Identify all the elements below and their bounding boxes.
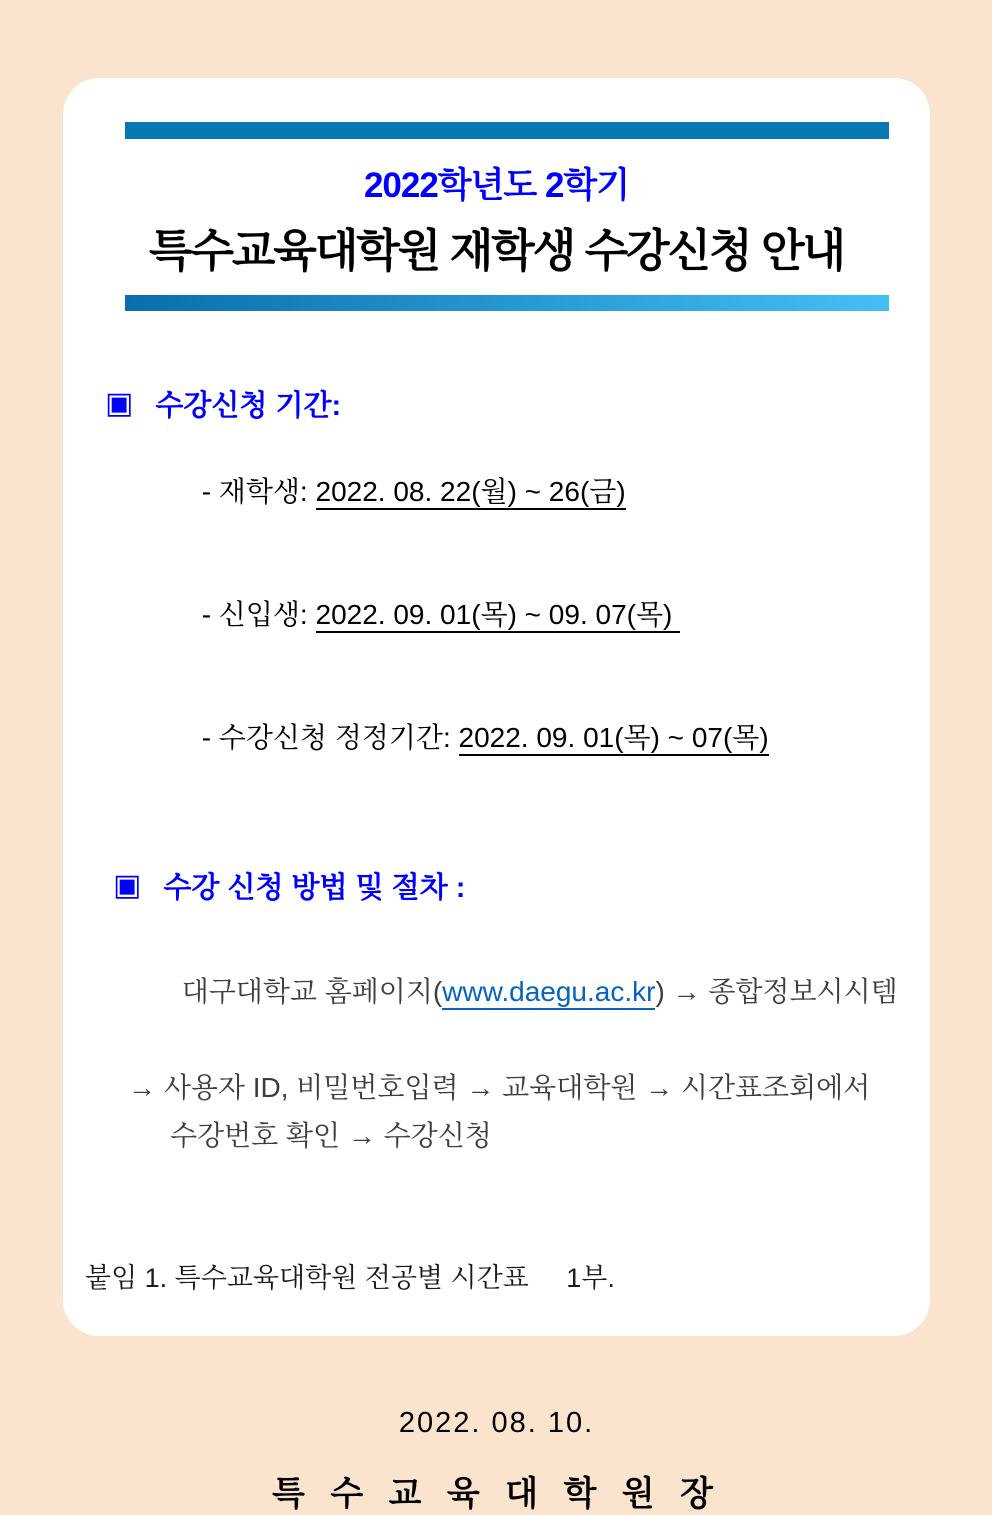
header-bottom-gradient-bar <box>125 295 889 311</box>
issue-date: 2022. 08. 10. <box>398 1407 595 1439</box>
header-top-bar <box>125 122 889 139</box>
period-item-date-range: 2022. 08. 22(월) ~ 26(금) <box>316 476 626 510</box>
square-bullet-icon: ▣ <box>105 386 134 420</box>
method-line1-before: 대구대학교 홈페이지( <box>181 976 443 1007</box>
period-item-current-students <box>155 438 930 546</box>
period-item-label: - 신입생: <box>201 599 316 630</box>
section-method-heading-label: 수강 신청 방법 및 절차 : <box>163 872 466 904</box>
method-step-line-1 <box>128 920 930 1064</box>
signer-title: 특 수 교 육 대 학 원 장 <box>272 1475 721 1513</box>
method-line1-after: ) → 종합정보시시템 <box>655 976 898 1007</box>
attachment-note: 붙임 1. 특수교육대학원 전공별 시간표 1부. <box>85 1263 615 1293</box>
period-item-label: - 재학생: <box>201 476 316 507</box>
period-item-date-range: 2022. 09. 01(목) ~ 07(목) <box>459 722 769 756</box>
section-period-heading <box>63 383 930 424</box>
notice-subtitle: 2022학년도 2학기 <box>363 166 630 205</box>
period-item-new-students <box>155 561 930 669</box>
method-steps <box>63 920 930 1160</box>
section-period-heading-label: 수강신청 기간: <box>155 390 342 422</box>
notice-title: 특수교육대학원 재학생 수강신청 안내 <box>148 225 845 276</box>
section-spacer <box>63 807 930 865</box>
period-item-list <box>63 438 930 792</box>
section-method-heading <box>63 865 930 906</box>
period-item-date-range: 2022. 09. 01(목) ~ 09. 07(목) <box>316 599 681 633</box>
notice-card <box>63 78 930 1513</box>
period-item-label: - 수강신청 정정기간: <box>201 722 459 753</box>
method-step-line-2: → 사용자 ID, 비밀번호입력 → 교육대학원 → 시간표조회에서 <box>128 1072 871 1103</box>
square-bullet-icon: ▣ <box>113 868 142 902</box>
method-step-line-3: 수강번호 확인 → 수강신청 <box>170 1120 492 1151</box>
period-item-correction <box>155 684 930 792</box>
university-homepage-link[interactable]: www.daegu.ac.kr <box>442 976 655 1010</box>
